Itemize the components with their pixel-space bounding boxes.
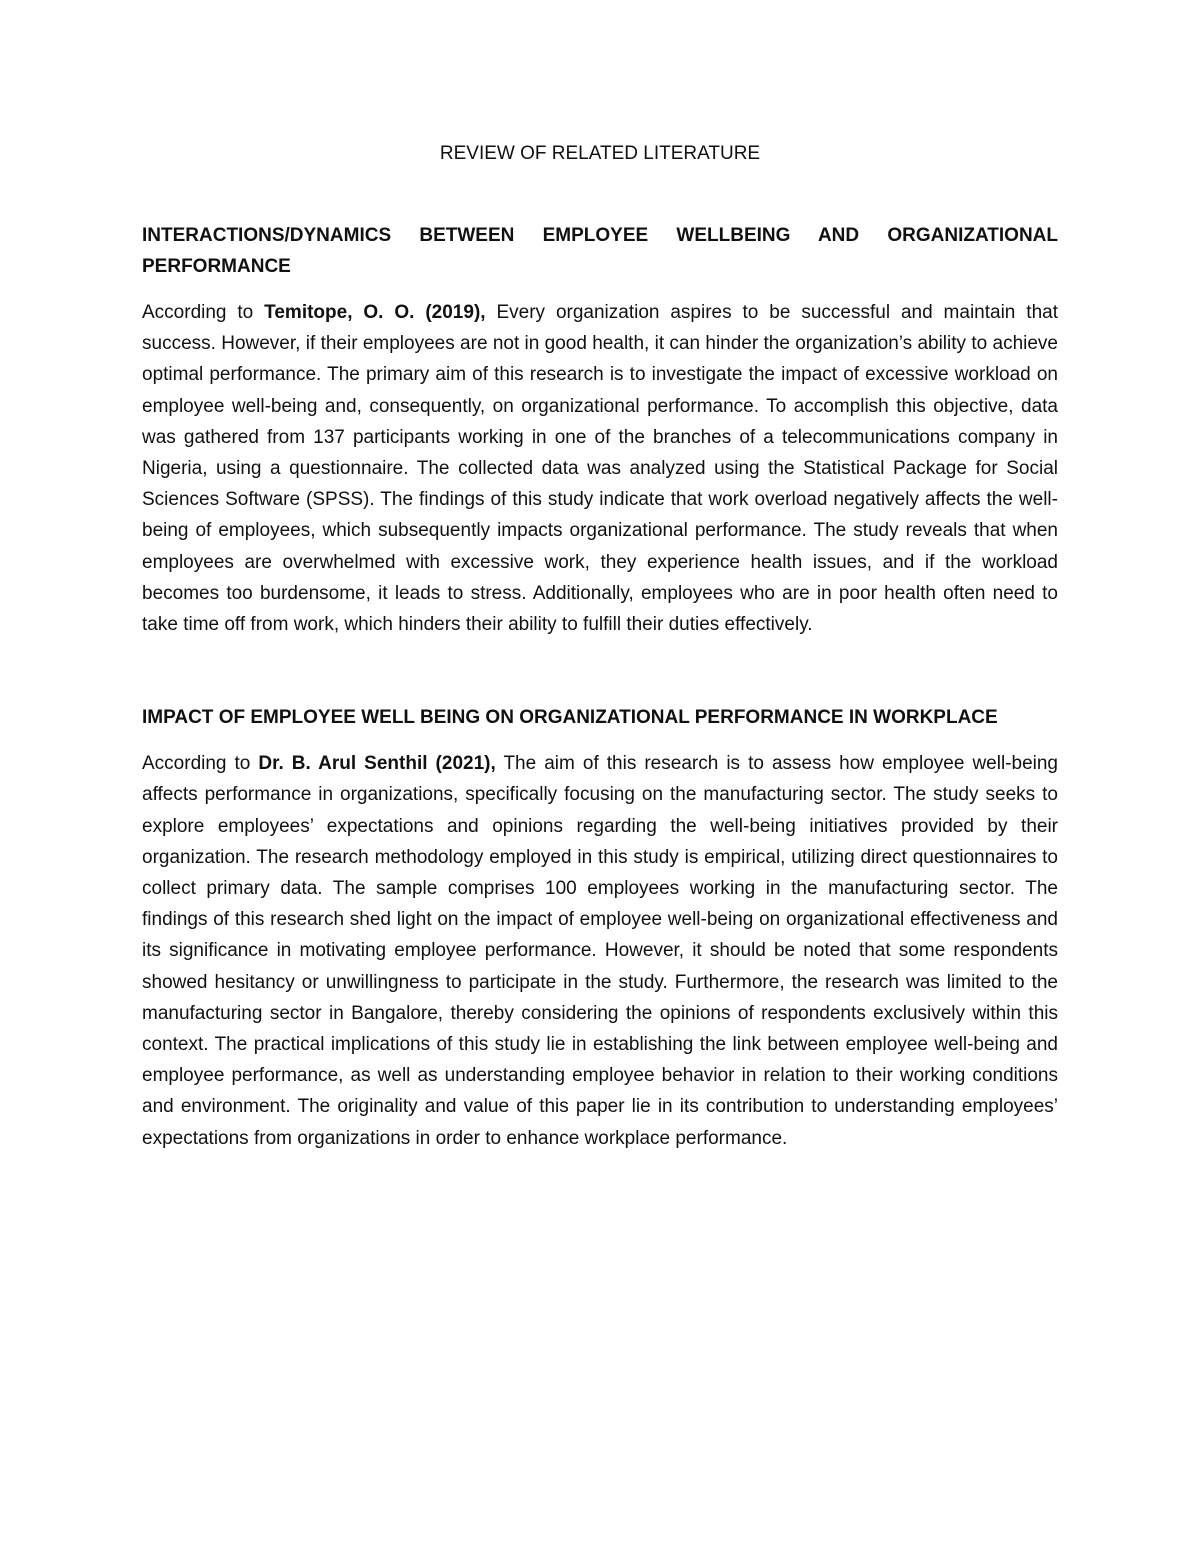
section-interactions-dynamics — [142, 220, 1058, 640]
paragraph-body: Every organization aspires to be successful and maintain that success. However, if their employees are not in good health, it can hinder the organization’s ability to achieve optimal performance. The primary aim of this research is to investigate the impact of excessive workload on employee well-being and, consequently, on organizational performance. To accomplish this objective, data was gathered from 137 participants working in one of the branches of a telecommunications company in Nigeria, using a questionnaire. The collected data was analyzed using the Statistical Package for Social Sciences Software (SPSS). The findings of this study indicate that work overload negatively affects the well-being of employees, which subsequently impacts organizational performance. The study reveals that when employees are overwhelmed with excessive work, they experience health issues, and if the workload becomes too burdensome, it leads to stress. Additionally, employees who are in poor health often need to take time off from work, which hinders their ability to fulfill their duties effectively. — [142, 302, 1058, 636]
section-spacer — [142, 640, 1058, 702]
section-heading: INTERACTIONS/DYNAMICS BETWEEN EMPLOYEE WELLBEING AND ORGANIZATIONAL PERFORMANCE — [142, 225, 1058, 277]
document-page — [142, 138, 1058, 1154]
citation: Temitope, O. O. (2019), — [264, 302, 486, 323]
paragraph-body: The aim of this research is to assess how employee well-being affects performance in organizations, specifically focusing on the manufacturing sector. The study seeks to explore employees’ expectations and opinions regarding the well-being initiatives provided by their organization. The research methodology employed in this study is empirical, utilizing direct questionnaires to collect primary data. The sample comprises 100 employees working in the manufacturing sector. The findings of this research shed light on the impact of employee well-being on organizational effectiveness and its significance in motivating employee performance. However, it should be noted that some respondents showed hesitancy or unwillingness to participate in the study. Furthermore, the research was limited to the manufacturing sector in Bangalore, thereby considering the opinions of respondents exclusively within this context. The practical implications of this study lie in establishing the link between employee well-being and employee performance, as well as understanding employee behavior in relation to their working conditions and environment. The originality and value of this paper lie in its contribution to understanding employees’ expectations from organizations in order to enhance workplace performance. — [142, 753, 1058, 1149]
section-paragraph — [142, 297, 1058, 640]
section-impact-wellbeing — [142, 702, 1058, 1154]
citation: Dr. B. Arul Senthil (2021), — [258, 753, 496, 775]
paragraph-intro: According to — [142, 302, 265, 323]
paragraph-intro: According to — [142, 753, 259, 775]
section-heading: IMPACT OF EMPLOYEE WELL BEING ON ORGANIZATIONAL PERFORMANCE IN WORKPLACE — [142, 707, 998, 729]
section-paragraph — [142, 748, 1058, 1154]
document-title: REVIEW OF RELATED LITERATURE — [439, 143, 761, 164]
